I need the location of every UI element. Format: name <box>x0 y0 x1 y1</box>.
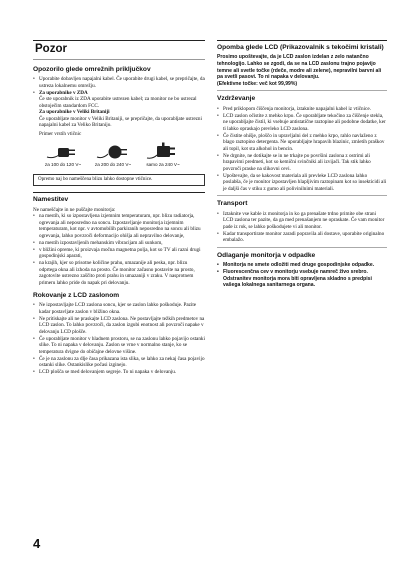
plug-item: za 100 do 120 V~ <box>39 141 87 168</box>
divider <box>33 192 205 193</box>
maintenance-item: • Upoštevajte, da se kakovost materiala ali prevleke LCD zaslona lahko poslabša, če je monitor izpostavljen hlapljivim raztopinam kot so insekticidi ali je daljši čas v stiku z gumo ali polivinilnimi materiali. <box>217 173 387 192</box>
plug-item: samo za 240 V~ <box>139 141 187 168</box>
placement-item: • na mestih, ki so izpostavljena izjemnim temperaturam, npr. blizu radiatorja, ogrevanja ali neposredno na soncu. Izpostavljanje monitorja izjemnim temperaturam, kot npr. v avtomobilih parkiranih neposredno na soncu ali blizu ogrevanja, lahko povzroči deformacijo ohišja ali nepravilno delovanje, <box>33 213 205 239</box>
lcd-item: • Če je na zaslonu za dlje časa prikazana ista slika, se lahko za nekaj časa pojavijo ostanki slike. Ostankislike počasi izginejo. <box>33 356 205 369</box>
outlet-note: Opremo naj bo nameščena blizu lahko dostopne vtičnice. <box>33 174 205 186</box>
placement-item: • na krajih, kjer so prisotne količine prahu, umazanije ali peska, npr. blizu odprtega okna ali izhoda na prosto. Če monitor začasno postavite na prosto, zagotovite ustrezno zaščito proti prahu in umazaniji v zraku. V nasprotnem primeru lahko pride do napak pri delovanju. <box>33 260 205 286</box>
plug-illustrations <box>39 141 187 168</box>
lcd-item: • Ne izpostavljajte LCD zaslona soncu, kjer se zaslon lahko poškoduje. Pazite kadar postavljate zaslon v bližino okna. <box>33 302 205 315</box>
power-list <box>33 76 205 128</box>
disposal-item: • Fluorescenčna cev v monitorju vsebuje namreč živo srebro. Odstranitev monitorja mora biti opravljena skladno s predpisi vašega lokalnega sanitarnega organa. <box>217 269 387 289</box>
left-column <box>33 66 205 376</box>
maintenance-heading: Vzdrževanje <box>217 95 256 103</box>
divider <box>217 247 387 248</box>
placement-item: • na mestih izpostavljenih mehanskim vibracijam ali sunkom, <box>33 240 205 246</box>
maintenance-item: • Če čistite ohišje, ploščo in upravljalni del z mehko krpo, rahlo navlaženo z blago raztopino detergenta. Ne uporabljajte hrapavih blazinic, zmletih praškov ali topil, kot sta alkohol in bencin. <box>217 133 387 152</box>
right-column <box>217 40 387 290</box>
plug-type-g-icon <box>145 141 181 161</box>
plug-type-f-icon <box>95 141 131 161</box>
lcd-item: • Ne pritiskajte ali ne praskajte LCD zaslona. Ne postavljajte težkih predmetov na LCD zaslon. To lahko povzroči, da zaslon izgubi enotnost ali povzroči napake v delovanju LCD plošče. <box>33 316 205 335</box>
transport-list <box>217 211 387 244</box>
uk-heading: Za uporabnike v Veliki Britaniji <box>39 109 110 116</box>
power-item: • Za uporabnike v ZDA Če ste uporabnik iz ZDA uporabite ustrezen kabel; za monitor ne bo ustrezal obstoječim standardom FCC. Za uporabnike v Veliki Britaniji Če uporabljate monitor v Veliki Britaniji, se prepričajte, da uporabljate ustrezni napajalni kabel za Veliko Britanijo. <box>33 90 205 129</box>
usa-heading: • Za uporabnike v ZDA <box>39 89 88 96</box>
plug-type-a-icon <box>45 141 81 161</box>
lcd-note-text: Prosimo upoštevajte, da je LCD zaslon izdelan z zelo natančno tehnologijo. Lahko se zgodi, da se na LCD zaslonu trajno pojavijo temne ali svetle točke (rdeče, modre ali zelene), nepravilni barvni ali pa svetli pasovi. To ni napaka v delovanju. <box>217 54 382 81</box>
maintenance-item: • Ne drgnite, ne dotikajte se in ne trkajte po površini zaslona z ostrimi ali hrapavimi predmeti, kot so kemični svinčniki ali izvijači. Tak stik lahko povzroči praske na slikovni cevi. <box>217 153 387 172</box>
divider <box>217 40 387 41</box>
lcd-item: • Če uporabljate monitor v hladnem prostoru, se na zaslonu lahko pojavijo ostanki slike. To ni napaka v delovanju. Zaslon se vrne v normalno stanje, ko se temperatura dvigne do običajne delovne višine. <box>33 336 205 355</box>
page-number: 4 <box>33 536 41 551</box>
page-title: Pozor <box>35 43 67 55</box>
effective-pixels: (Efektivne točke: več kot 99,99%) <box>217 80 298 87</box>
title-bar <box>33 40 205 60</box>
disposal-item: • Monitorja ne smete odložiti med druge gospodinjske odpadke. <box>217 262 387 269</box>
lcd-list <box>33 302 205 376</box>
placement-list <box>33 213 205 286</box>
maintenance-list <box>217 106 387 193</box>
transport-item: • Iztaknite vse kable iz monitorja in ko ga prenašate trdno primite obe strani LCD zaslona ter pazite, da ga med prenašanjem ne opraskate. Če vam monitor pade iz rok, se lahko poškodujete vi ali monitor. <box>217 211 387 230</box>
lcd-heading: Rokovanje z LCD zaslonom <box>33 291 120 299</box>
placement-heading: Namestitev <box>33 196 69 204</box>
power-item: • Uporabite dobavljen napajalni kabel. Če uporabite drugi kabel, se prepričajte, da ustreza lokalnemu omrežju. <box>33 76 205 89</box>
plug-item: za 200 do 240 V~ <box>89 141 137 168</box>
disposal-heading: Odlaganje monitorja v odpadke <box>217 251 316 259</box>
plug-caption: Primer vrstih vtičnic <box>39 130 82 137</box>
placement-intro: Ne nameščajte in ne puščajte monitorja: <box>33 206 116 213</box>
lcd-note-heading: Opomba glede LCD (Prikazovalnik s tekočimi kristali) <box>217 44 384 51</box>
divider <box>217 195 387 196</box>
placement-item: • v bližini opreme, ki proizvaja močna magnetna polja, kot so TV ali razni drugi gospodinjski aparati, <box>33 247 205 260</box>
maintenance-item: • Pred priklopom čiščenja monitorja, iztaknite napajalni kabel iz vtičnice. <box>217 106 387 112</box>
disposal-list <box>217 262 387 289</box>
divider <box>217 90 387 91</box>
transport-item: • Kadar transportirate monitor zaradi popravila ali dostave, uporabite originalno embalažo. <box>217 231 387 244</box>
maintenance-item: • LCD zaslon očistite z mehko krpo. Če uporabljate tekočino za čiščenje stekla, ne uporabljajte čistil, ki vsebuje antistatične raztopine ali podobne dodatke, ker ti lahko opraskajo prevleko LCD zaslona. <box>217 113 387 132</box>
lcd-item: • LCD plošča se med delovanjem segreje. To ni napaka v delovanju. <box>33 369 205 375</box>
power-heading: Opozorilo glede omrežnih priključkov <box>33 66 151 73</box>
transport-heading: Transport <box>217 200 248 208</box>
